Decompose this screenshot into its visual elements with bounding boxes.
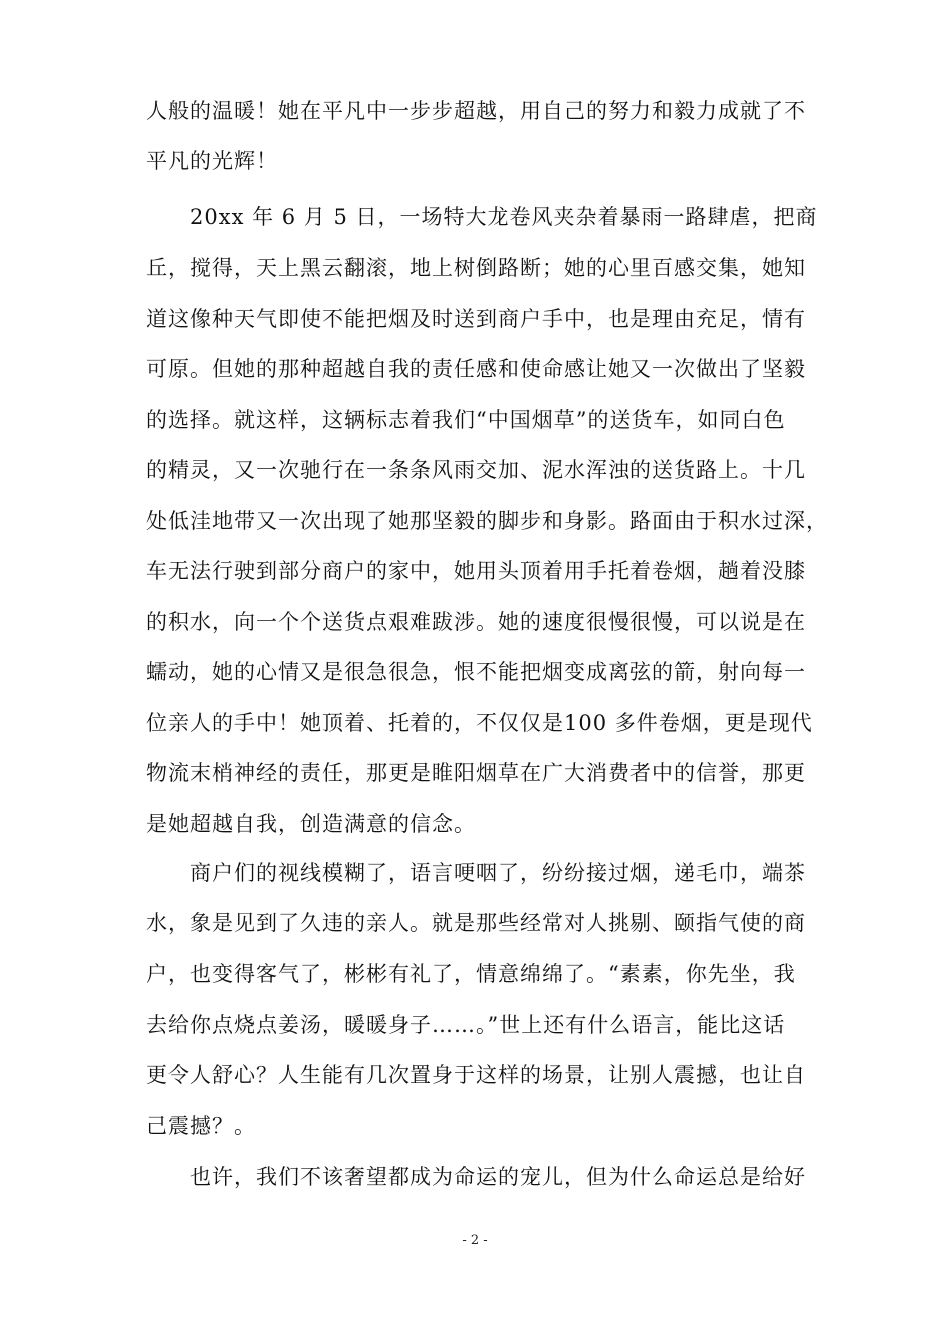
text-line: 物流末梢神经的责任，那更是睢阳烟草在广大消费者中的信誉，那更: [146, 761, 806, 785]
paragraph-first-line: 商户们的视线模糊了，语言哽咽了，纷纷接过烟，递毛巾，端茶: [190, 861, 806, 885]
text-line: 位亲人的手中！她顶着、托着的，不仅仅是100 多件卷烟，更是现代: [146, 711, 813, 735]
text-line: 去给你点烧点姜汤，暖暖身子……。”世上还有什么语言，能比这话: [146, 1013, 786, 1037]
text-line: 人般的温暖！她在平凡中一步步超越，用自己的努力和毅力成就了不: [146, 99, 806, 123]
paragraph-first-line: 20xx 年 6 月 5 日，一场特大龙卷风夹杂着暴雨一路肆虐，把商: [190, 205, 818, 229]
text-line: 丘，搅得，天上黑云翻滚，地上树倒路断；她的心里百感交集，她知: [146, 256, 806, 280]
text-line: 更令人舒心？人生能有几次置身于这样的场景，让别人震撼，也让自: [146, 1063, 806, 1087]
text-line: 水，象是见到了久违的亲人。就是那些经常对人挑剔、颐指气使的商: [146, 911, 806, 935]
text-line: 是她超越自我，创造满意的信念。: [146, 812, 476, 836]
text-line: 平凡的光辉！: [146, 149, 278, 173]
text-line: 车无法行驶到部分商户的家中，她用头顶着用手托着卷烟，趟着没膝: [146, 559, 806, 583]
text-line: 蠕动，她的心情又是很急很急，恨不能把烟变成离弦的箭，射向每一: [146, 660, 806, 684]
text-line: 的积水，向一个个送货点艰难跋涉。她的速度很慢很慢，可以说是在: [146, 610, 806, 634]
text-line: 户，也变得客气了，彬彬有礼了，情意绵绵了。“素素，你先坐，我: [146, 962, 796, 986]
page-number: - 2 -: [462, 1233, 488, 1248]
text-line: 处低洼地带又一次出现了她那坚毅的脚步和身影。路面由于积水过深，: [146, 509, 828, 533]
paragraph-first-line: 也许，我们不该奢望都成为命运的宠儿，但为什么命运总是给好: [190, 1165, 806, 1189]
text-line: 己震撼？。: [146, 1114, 256, 1138]
text-line: 的精灵，又一次驰行在一条条风雨交加、泥水浑浊的送货路上。十几: [146, 458, 806, 482]
text-line: 道这像种天气即使不能把烟及时送到商户手中，也是理由充足，情有: [146, 307, 806, 331]
text-line: 可原。但她的那种超越自我的责任感和使命感让她又一次做出了坚毅: [146, 357, 806, 381]
text-line: 的选择。就这样，这辆标志着我们“中国烟草”的送货车，如同白色: [146, 408, 786, 432]
